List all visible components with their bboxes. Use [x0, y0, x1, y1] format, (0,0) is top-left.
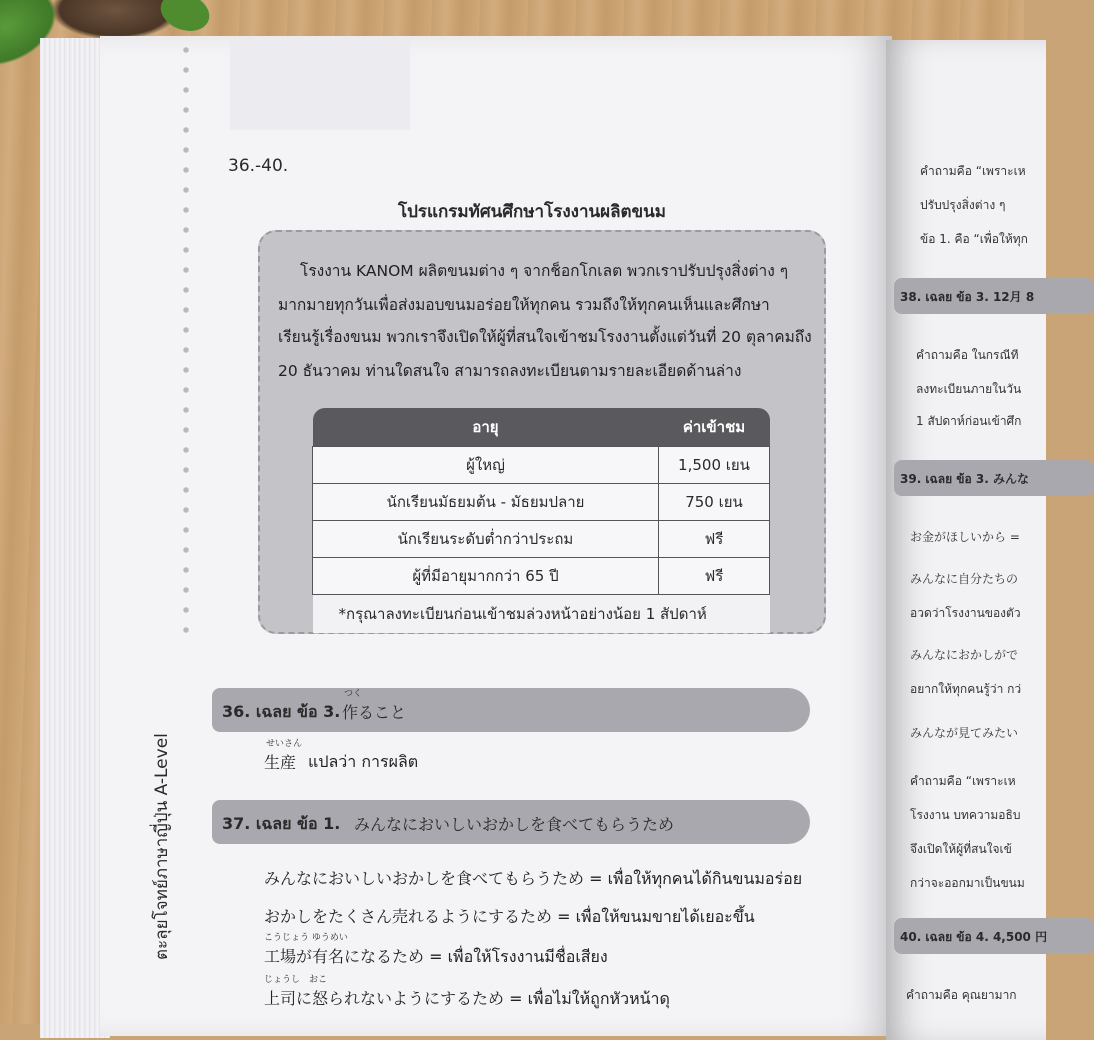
- answer-number: 37. เฉลย ข้อ 1.: [222, 814, 341, 833]
- registration-note: *กรุณาลงทะเบียนก่อนเข้าชมล่วงหน้าอย่างน้อย 1 สัปดาห์: [313, 595, 770, 634]
- right-line: ลงทะเบียนภายในวัน: [916, 382, 1022, 396]
- right-line: お金がほしいから =: [910, 530, 1020, 544]
- explanation-line: みんなにおいしいおかしを食べてもらうため = เพื่อให้ทุกคนได้กินขนมอร่อย: [264, 869, 803, 888]
- table-note-row: [313, 595, 770, 634]
- answer-40: 40. เฉลย ข้อ 4. 4,500 円: [900, 930, 1048, 944]
- answer-bar-36: [212, 688, 810, 732]
- answer-bar-39: [894, 460, 1094, 496]
- ruby-text: せいさん: [266, 739, 303, 749]
- right-line: คำถามคือ คุณยามาก: [906, 988, 1017, 1002]
- right-line: 1 สัปดาห์ก่อนเข้าศึก: [916, 414, 1022, 428]
- fee-cell: ฟรี: [659, 558, 770, 595]
- section-number: 36.-40.: [228, 156, 289, 176]
- program-title: โปรแกรมทัศนศึกษาโรงงานผลิตขนม: [398, 202, 666, 222]
- answer-bar-37: [212, 800, 810, 844]
- faded-print-block: [230, 40, 410, 130]
- table-row: [313, 484, 770, 521]
- right-line: みんなに自分たちの: [910, 572, 1019, 586]
- intro-line: 20 ธันวาคม ท่านใดสนใจ สามารถลงทะเบียนตามรายละเอียดด้านล่าง: [278, 362, 742, 380]
- ruby-text: つく: [344, 689, 363, 699]
- right-line: กว่าจะออกมาเป็นขนม: [910, 876, 1025, 890]
- age-cell: นักเรียนมัธยมต้น - มัธยมปลาย: [313, 484, 659, 521]
- right-line: みんなにおかしがで: [910, 648, 1019, 662]
- answer-bar-38: [894, 278, 1094, 314]
- table-row: [313, 558, 770, 595]
- right-line: โรงงาน บทความอธิบ: [910, 808, 1021, 822]
- table-row: [313, 521, 770, 558]
- fee-cell: 750 เยน: [659, 484, 770, 521]
- right-line: จึงเปิดให้ผู้ที่สนใจเข้: [910, 842, 1012, 856]
- right-line: อวดว่าโรงงานของตัว: [910, 606, 1021, 620]
- answer-number: 36. เฉลย ข้อ 3.: [222, 702, 341, 721]
- explanation-line: おかしをたくさん売れるようにするため = เพื่อให้ขนมขายได้เยอะขึ้น: [264, 907, 755, 926]
- answer-text: 作ること: [342, 703, 407, 722]
- fee-table: [312, 408, 770, 633]
- answer-bar-40: [894, 918, 1094, 954]
- ruby-text: こうじょう ゆうめい: [264, 933, 348, 943]
- right-line: คำถามคือ “เพราะเห: [920, 164, 1026, 178]
- explanation-line: 上司に怒られないようにするため = เพื่อไม่ให้ถูกหัวหน้าดุ: [264, 989, 670, 1008]
- answer-38: 38. เฉลย ข้อ 3. 12月 8: [900, 290, 1035, 304]
- dotted-margin: [182, 40, 190, 640]
- fee-cell: 1,500 เยน: [659, 447, 770, 484]
- explanation-line: 工場が有名になるため = เพื่อให้โรงงานมีชื่อเสียง: [264, 947, 608, 966]
- right-line: คำถามคือ ในกรณีที: [916, 348, 1019, 362]
- vocab-word: 生産: [264, 753, 297, 772]
- right-line: ข้อ 1. คือ “เพื่อให้ทุก: [920, 232, 1028, 246]
- table-header-age: อายุ: [313, 408, 659, 447]
- age-cell: ผู้ใหญ่: [313, 447, 659, 484]
- table-header-fee: ค่าเข้าชม: [659, 408, 770, 447]
- intro-line: โรงงาน KANOM ผลิตขนมต่าง ๆ จากช็อกโกเลต พวกเราปรับปรุงสิ่งต่าง ๆ: [300, 262, 789, 280]
- table-row: [313, 447, 770, 484]
- age-cell: ผู้ที่มีอายุมากกว่า 65 ปี: [313, 558, 659, 595]
- answer-39: 39. เฉลย ข้อ 3. みんな: [900, 472, 1029, 486]
- fee-cell: ฟรี: [659, 521, 770, 558]
- ruby-text: じょうし おこ: [264, 975, 328, 985]
- vocab-meaning: แปลว่า การผลิต: [308, 752, 419, 771]
- right-page: [886, 40, 1046, 1040]
- age-cell: นักเรียนระดับต่ำกว่าประถม: [313, 521, 659, 558]
- right-line: คำถามคือ “เพราะเห: [910, 774, 1016, 788]
- intro-line: เรียนรู้เรื่องขนม พวกเราจึงเปิดให้ผู้ที่สนใจเข้าชมโรงงานตั้งแต่วันที่ 20 ตุลาคมถึง: [278, 328, 812, 346]
- right-line: みんなが見てみたい: [910, 726, 1019, 740]
- intro-line: มากมายทุกวันเพื่อส่งมอบขนมอร่อยให้ทุกคน รวมถึงให้ทุกคนเห็นและศึกษา: [278, 296, 770, 314]
- book-spine-title: ตะลุยโจทย์ภาษาญี่ปุ่น A-Level: [152, 733, 172, 960]
- right-line: อยากให้ทุกคนรู้ว่า กว่: [910, 682, 1022, 696]
- right-line: ปรับปรุงสิ่งต่าง ๆ: [920, 198, 1006, 212]
- answer-text: みんなにおいしいおかしを食べてもらうため: [354, 815, 675, 834]
